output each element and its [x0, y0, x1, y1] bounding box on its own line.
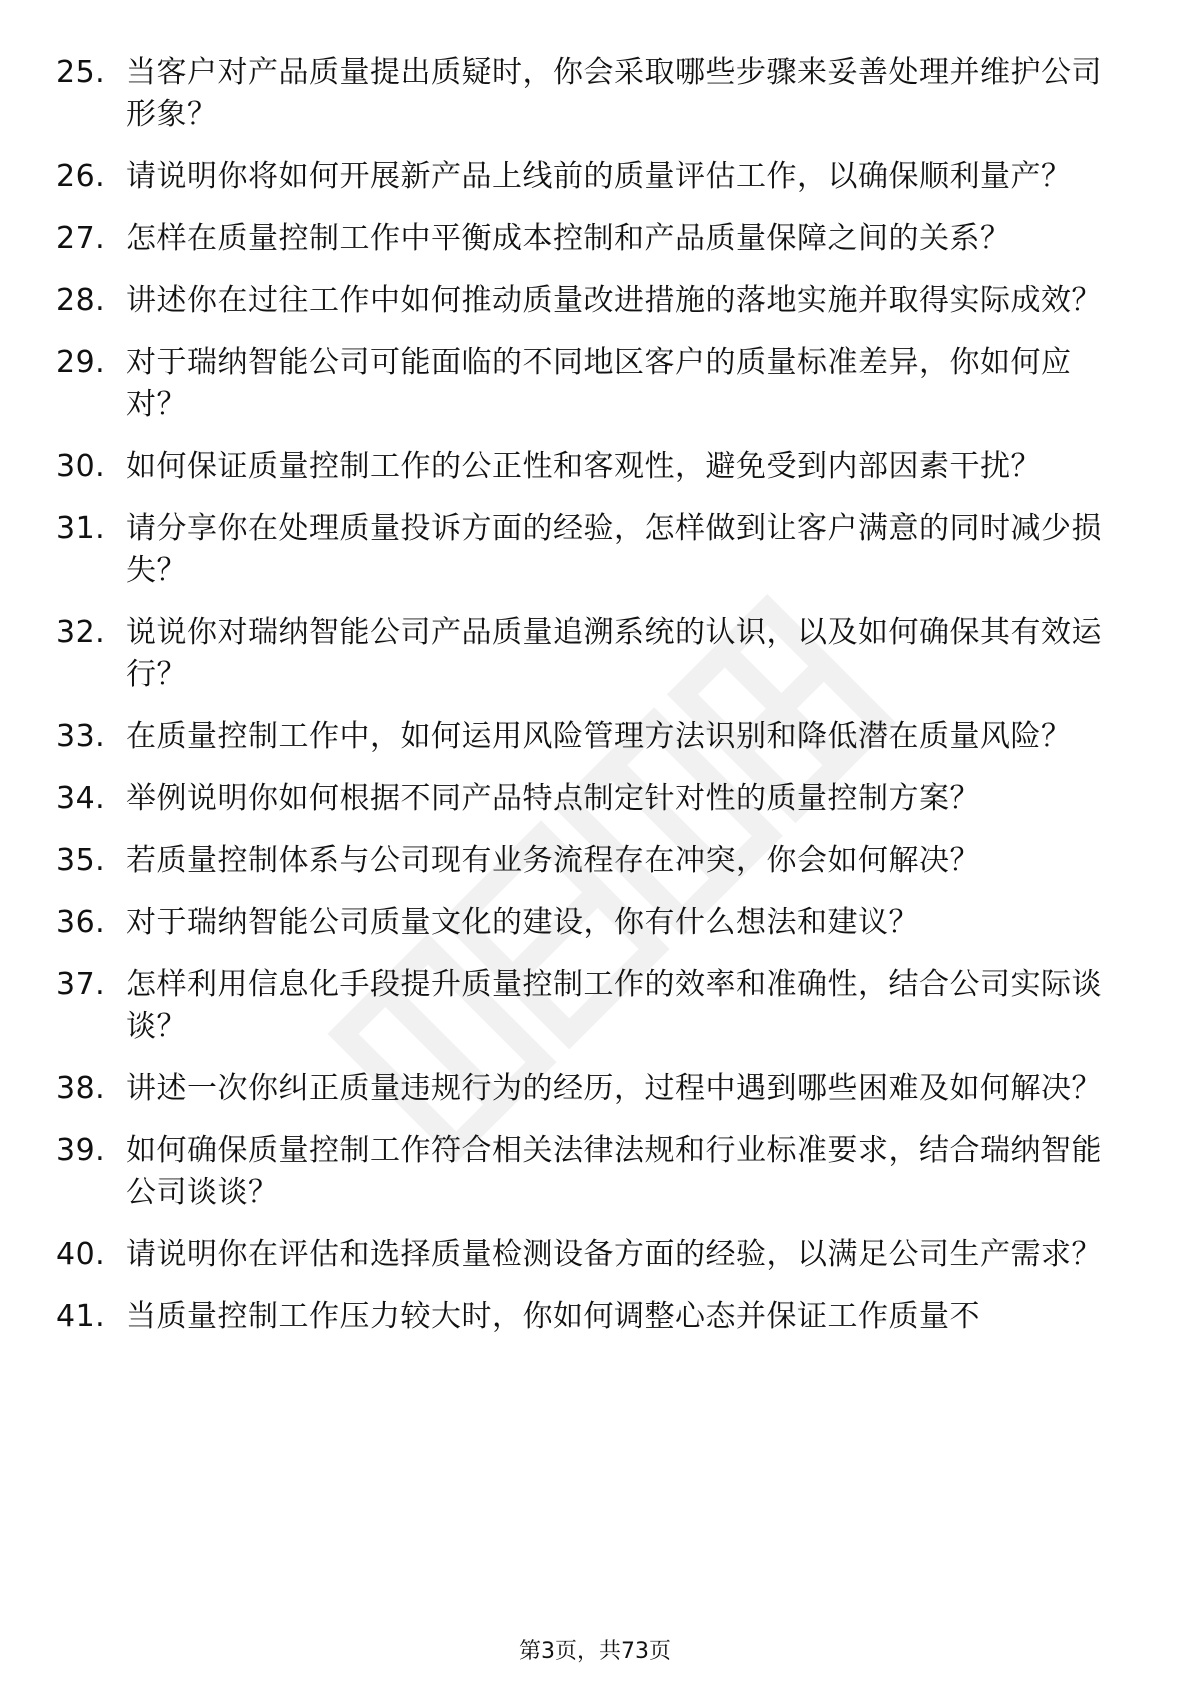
question-text: 当质量控制工作压力较大时，你如何调整心态并保证工作质量不	[126, 1299, 980, 1334]
question-text: 请说明你在评估和选择质量检测设备方面的经验，以满足公司生产需求？	[126, 1237, 1102, 1272]
question-number: 39.	[56, 1133, 106, 1168]
list-item	[56, 1068, 1106, 1110]
question-number: 27.	[56, 221, 106, 256]
list-item	[56, 1234, 1106, 1276]
question-text: 对于瑞纳智能公司质量文化的建设，你有什么想法和建议？	[126, 905, 919, 940]
question-text: 若质量控制体系与公司现有业务流程存在冲突，你会如何解决？	[126, 843, 980, 878]
question-text: 怎样利用信息化手段提升质量控制工作的效率和准确性，结合公司实际谈谈？	[126, 967, 1102, 1044]
question-number: 32.	[56, 615, 106, 650]
question-list	[56, 52, 1106, 1358]
question-number: 40.	[56, 1237, 106, 1272]
question-text: 请分享你在处理质量投诉方面的经验，怎样做到让客户满意的同时减少损失？	[126, 511, 1102, 588]
question-number: 37.	[56, 967, 106, 1002]
question-number: 26.	[56, 159, 106, 194]
question-text: 当客户对产品质量提出质疑时，你会采取哪些步骤来妥善处理并维护公司形象？	[126, 55, 1102, 132]
page-number-label: 第3页，共73页	[519, 1639, 671, 1664]
list-item	[56, 342, 1106, 426]
question-number: 31.	[56, 511, 106, 546]
question-text: 讲述一次你纠正质量违规行为的经历，过程中遇到哪些困难及如何解决？	[126, 1071, 1102, 1106]
page-footer	[0, 1638, 1190, 1666]
list-item	[56, 964, 1106, 1048]
list-item	[56, 1296, 1106, 1338]
question-number: 30.	[56, 449, 106, 484]
question-text: 对于瑞纳智能公司可能面临的不同地区客户的质量标准差异，你如何应对？	[126, 345, 1072, 422]
list-item	[56, 716, 1106, 758]
list-item	[56, 156, 1106, 198]
question-text: 在质量控制工作中，如何运用风险管理方法识别和降低潜在质量风险？	[126, 719, 1072, 754]
question-number: 38.	[56, 1071, 106, 1106]
list-item	[56, 612, 1106, 696]
question-text: 如何确保质量控制工作符合相关法律法规和行业标准要求，结合瑞纳智能公司谈谈？	[126, 1133, 1102, 1210]
question-text: 怎样在质量控制工作中平衡成本控制和产品质量保障之间的关系？	[126, 221, 1011, 256]
question-number: 36.	[56, 905, 106, 940]
list-item	[56, 446, 1106, 488]
question-number: 25.	[56, 55, 106, 90]
list-item	[56, 840, 1106, 882]
question-number: 41.	[56, 1299, 106, 1334]
question-text: 讲述你在过往工作中如何推动质量改进措施的落地实施并取得实际成效？	[126, 283, 1102, 318]
list-item	[56, 778, 1106, 820]
question-text: 如何保证质量控制工作的公正性和客观性，避免受到内部因素干扰？	[126, 449, 1041, 484]
question-number: 35.	[56, 843, 106, 878]
question-text: 请说明你将如何开展新产品上线前的质量评估工作，以确保顺利量产？	[126, 159, 1072, 194]
question-text: 举例说明你如何根据不同产品特点制定针对性的质量控制方案？	[126, 781, 980, 816]
list-item	[56, 218, 1106, 260]
list-item	[56, 902, 1106, 944]
question-number: 29.	[56, 345, 106, 380]
list-item	[56, 1130, 1106, 1214]
question-number: 34.	[56, 781, 106, 816]
question-number: 28.	[56, 283, 106, 318]
list-item	[56, 280, 1106, 322]
question-text: 说说你对瑞纳智能公司产品质量追溯系统的认识，以及如何确保其有效运行？	[126, 615, 1102, 692]
list-item	[56, 52, 1106, 136]
question-number: 33.	[56, 719, 106, 754]
list-item	[56, 508, 1106, 592]
